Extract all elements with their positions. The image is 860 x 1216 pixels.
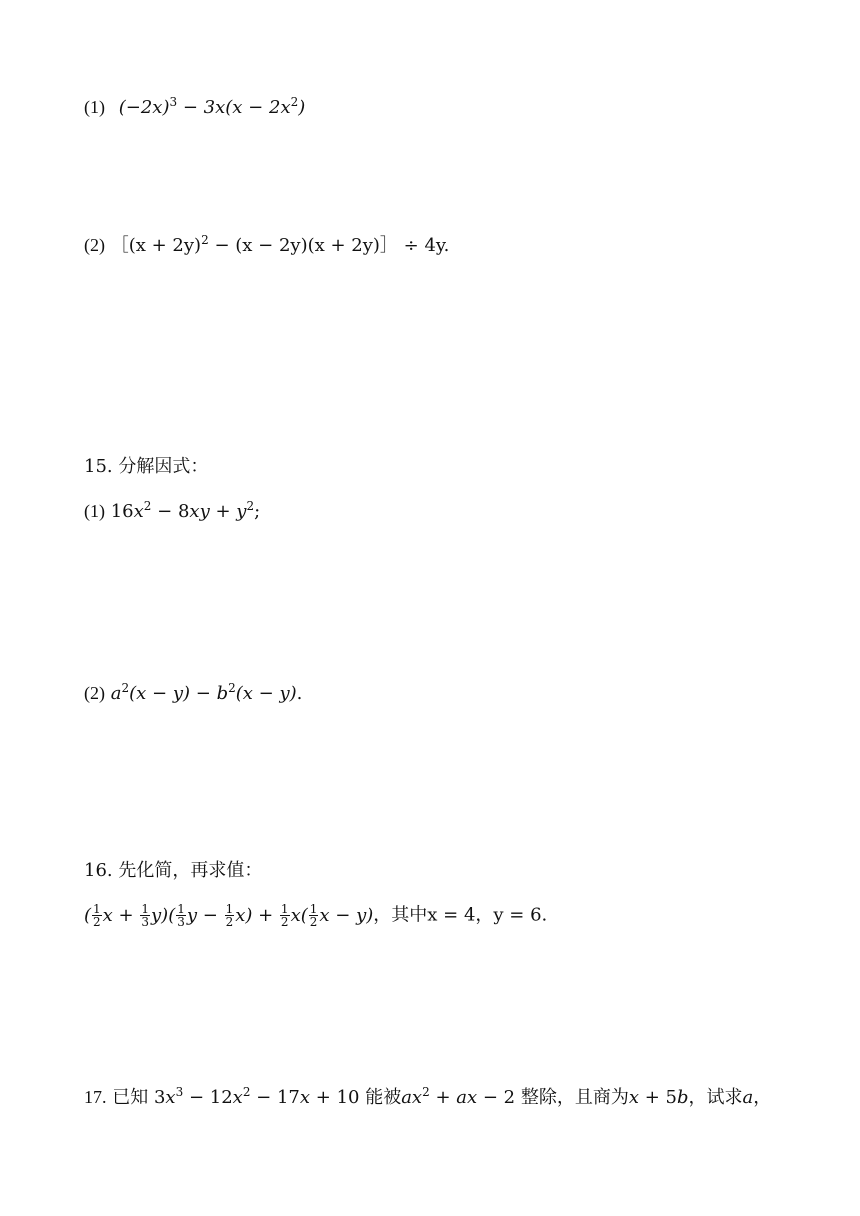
q15-part1-expr: $16x^2 - 8xy + y^2$; — [110, 499, 261, 522]
q15-part1-label: (1) — [84, 501, 105, 521]
q16-condition: 其中x = 4，y = 6. — [391, 904, 548, 926]
q14-part2-expr: ［(x + 2y)$^2$ − (x − 2y)(x + 2y)］ ÷ 4y. — [110, 233, 450, 256]
q14-part2-label: (2) — [84, 235, 105, 255]
q15-part1 — [84, 499, 260, 524]
q14-part1-expr: $(-2x)^3 - 3x(x - 2x^2)$ — [118, 95, 306, 118]
q14-part2 — [84, 233, 449, 258]
q16-title: 16. 先化简，再求值： — [84, 860, 263, 881]
q17-number: 17. — [84, 1087, 107, 1107]
q17-text: 已知 $3x^3 - 12x^2 - 17x + 10$ 能被$ax^2$ + ax − 2 整除，且商为x + 5b，试求a， — [112, 1085, 772, 1108]
q16-expression-line: ( $\frac{1}{2}$ x + $\frac{1}{3}$ y)( $\frac{1}{3}$ y − $\frac{1}{2}$ x) + $\frac{1}{2}$ x( $\frac{1}{2}$ x − y)，其中x = 4，y = 6. — [84, 902, 548, 929]
q15-title: 15. 分解因式： — [84, 456, 209, 477]
q15-part2 — [84, 681, 302, 706]
q14-part1 — [84, 95, 305, 120]
q16-expr: ( $\frac{1}{2}$ x + $\frac{1}{3}$ y)( $\frac{1}{3}$ y − $\frac{1}{2}$ x) + $\frac{1}{2}$ x( $\frac{1}{2}$ x − y) — [84, 902, 374, 929]
q14-part1-label: (1) — [84, 97, 105, 117]
q17-line — [84, 1085, 771, 1110]
q15-part2-label: (2) — [84, 683, 105, 703]
q15-part2-expr: $a^2(x - y) - b^2(x - y)$. — [110, 681, 303, 704]
